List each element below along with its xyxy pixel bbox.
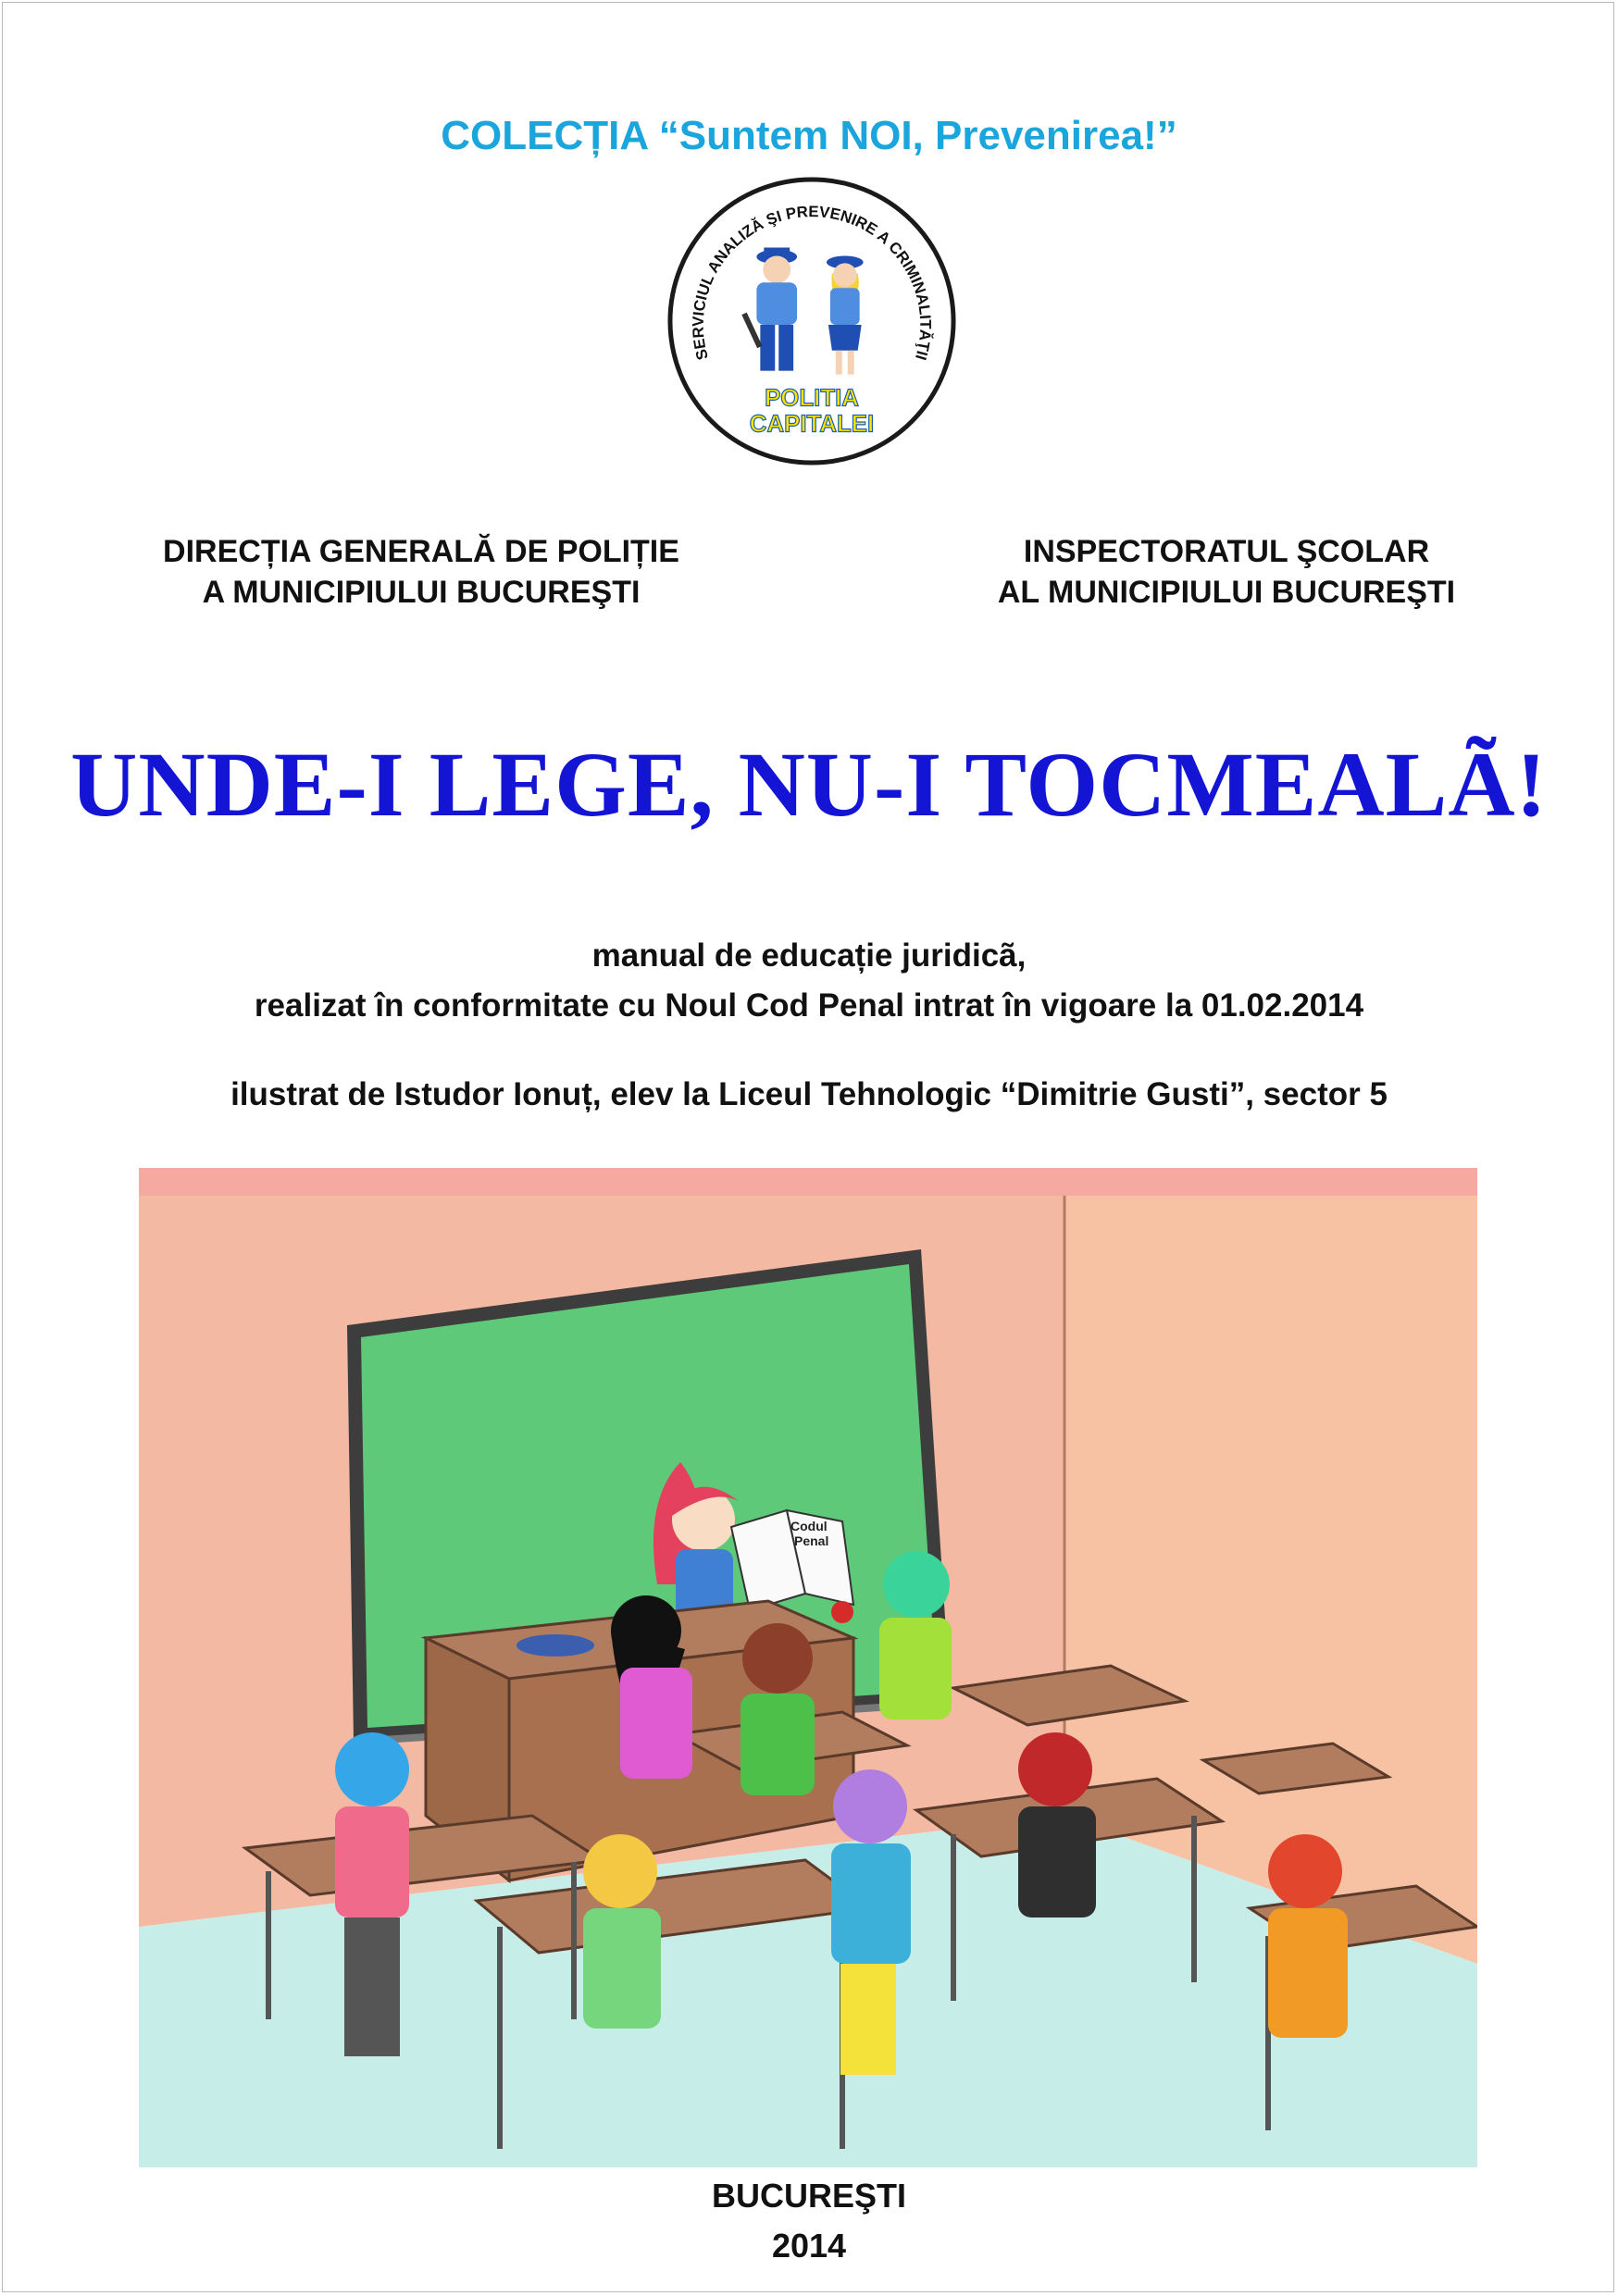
penal-code-book	[731, 1510, 853, 1610]
institution-police-line1: DIRECȚIA GENERALĂ DE POLIȚIE	[163, 534, 679, 569]
book-text-line2: Penal	[794, 1533, 829, 1548]
subtitle-line2: realizat în conformitate cu Noul Cod Penal intrat în vigoare la 01.02.2014	[254, 987, 1364, 1024]
book-text-line1: Codul	[790, 1519, 828, 1533]
subtitle-line1: manual de educație juridicã,	[591, 937, 1027, 974]
institution-school-line2: AL MUNICIPIULUI BUCUREŞTI	[997, 575, 1456, 610]
student-figure	[741, 1623, 815, 1795]
book-title: UNDE-I LEGE, NU-I TOCMEALÃ!	[70, 733, 1548, 836]
student-figure	[1018, 1732, 1096, 1917]
police-logo	[665, 174, 959, 468]
institution-school-line1: INSPECTORATUL ŞCOLAR	[1023, 534, 1430, 569]
institution-police	[65, 531, 778, 613]
institution-school	[889, 531, 1564, 613]
publication-city: BUCUREŞTI	[711, 2177, 906, 2215]
logo-ring-text: SERVICIUL ANALIZĂ ŞI PREVENIRE A CRIMINALITĂŢII	[689, 203, 935, 363]
publication-year: 2014	[771, 2227, 847, 2265]
institution-police-line2: A MUNICIPIULUI BUCUREŞTI	[202, 575, 641, 610]
illustrator-credit: ilustrat de Istudor Ionuț, elev la Liceul Tehnologic “Dimitrie Gusti”, sector 5	[230, 1076, 1388, 1112]
student-figure	[879, 1551, 952, 1719]
student-figure	[1268, 1834, 1348, 2038]
logo-name-line1: POLITIA	[765, 385, 859, 412]
collection-title: COLECȚIA “Suntem NOI, Prevenirea!”	[441, 113, 1177, 158]
logo-name-line2: CAPITALEI	[749, 411, 875, 438]
student-figure	[335, 1732, 409, 2056]
classroom-illustration	[139, 1168, 1477, 2167]
student-figure	[611, 1595, 692, 1779]
student-figure	[583, 1834, 661, 2029]
